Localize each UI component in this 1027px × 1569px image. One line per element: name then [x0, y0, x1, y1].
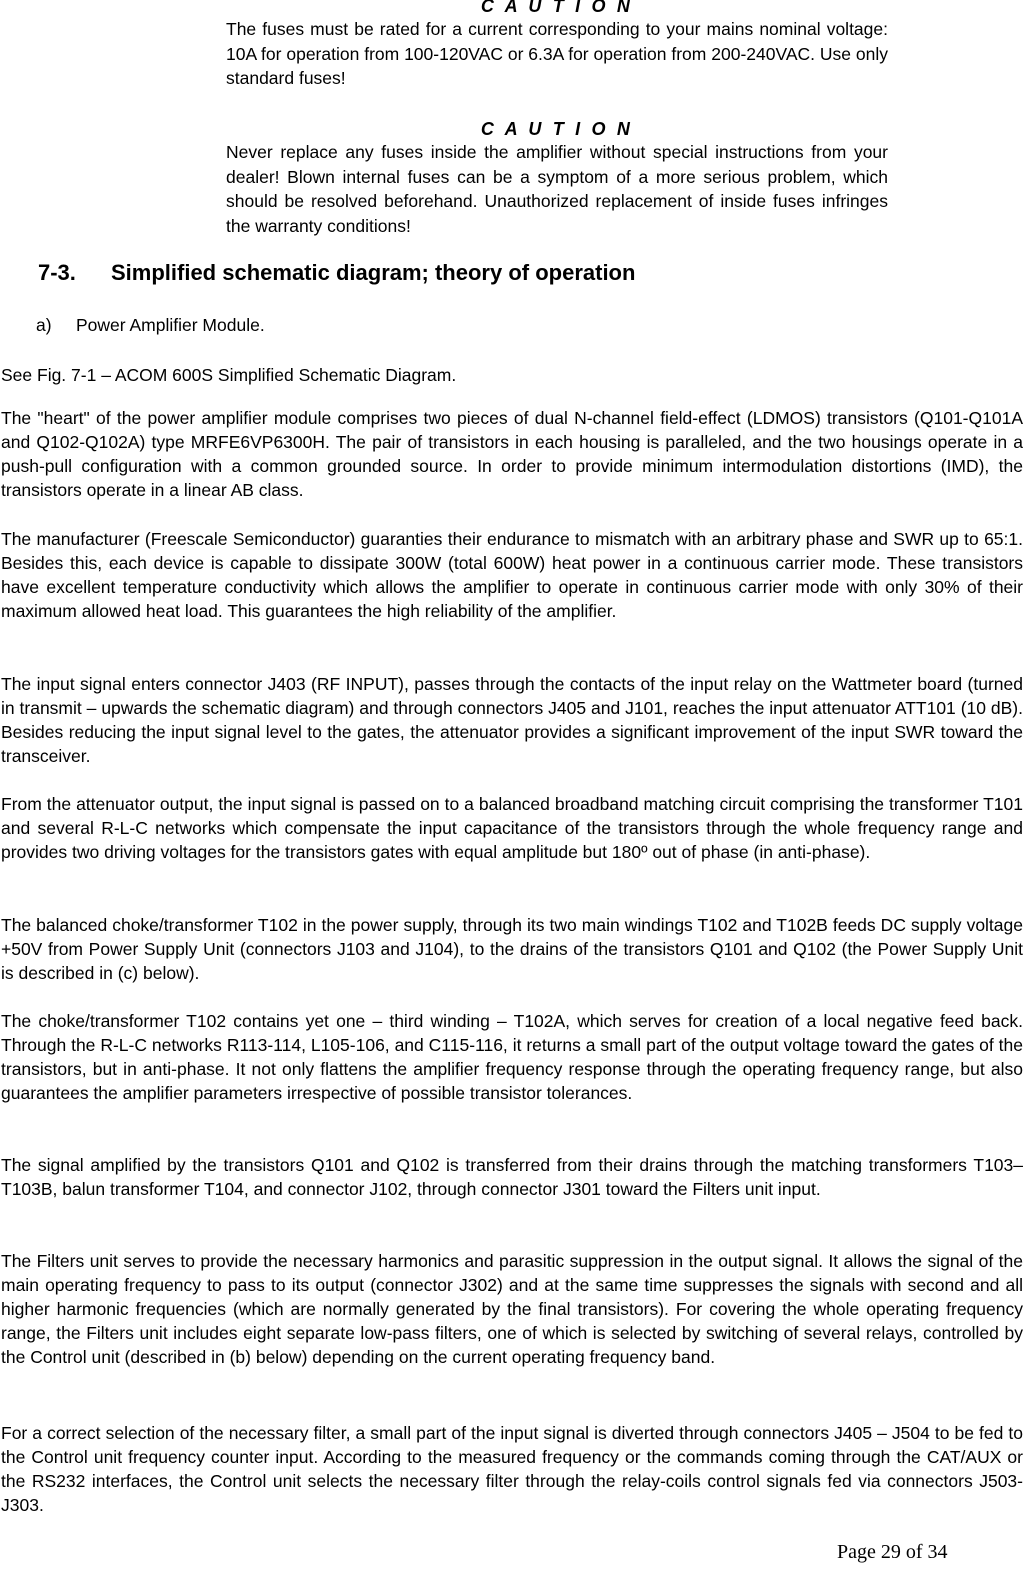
paragraph-filter-selection: For a correct selection of the necessary filter, a small part of the input signal is diverted through connectors J405 – J504 to be fed to the Control unit frequency counter input. According to the measured frequency or the commands coming through the CAT/AUX or the RS232 interfaces, the Control unit selects the necessary filter through the relay-coils control signals fed via connectors J503-J303.	[1, 1423, 1023, 1515]
paragraph-filters-unit: The Filters unit serves to provide the necessary harmonics and parasitic suppression in the output signal. It allows the signal of the main operating frequency to pass to its output (connector J302) and at the same time suppresses the signals with second and all higher harmonic frequencies (which are normally generated by the final transistors). For covering the whole operating frequency range, the Filters unit includes eight separate low-pass filters, one of which is selected by switching of several relays, controlled by the Control unit (described in (b) below) depending on the current operating frequency band.	[1, 1251, 1023, 1367]
caution-fuse-rating	[226, 0, 888, 91]
paragraph-choke-transformer: The balanced choke/transformer T102 in the power supply, through its two main windings T102 and T102B feeds DC supply voltage +50V from Power Supply Unit (connectors J103 and J104), to the drains of the transistors Q101 and Q102 (the Power Supply Unit is described in (c) below).	[1, 915, 1023, 983]
caution-internal-fuses	[226, 118, 888, 238]
paragraph-input-signal: The input signal enters connector J403 (RF INPUT), passes through the contacts of the input relay on the Wattmeter board (turned in transmit – upwards the schematic diagram) and through connectors J405 and J101, reaches the input attenuator ATT101 (10 dB). Besides reducing the input signal level to the gates, the attenuator provides a significant improvement of the input SWR toward the transceiver.	[1, 674, 1023, 766]
page-number: Page 29 of 34	[837, 1541, 948, 1563]
section-heading	[38, 258, 635, 288]
caution-text: Never replace any fuses inside the amplifier without special instructions from your dealer! Blown internal fuses can be a symptom of a more serious problem, which should be resolved beforehand. Unauthorized replacement of inside fuses infringes the warranty conditions!	[226, 142, 888, 236]
paragraph-figure-reference: See Fig. 7-1 – ACOM 600S Simplified Schematic Diagram.	[1, 365, 457, 385]
paragraph-transistors: The "heart" of the power amplifier module comprises two pieces of dual N-channel field-effect (LDMOS) transistors (Q101-Q101A and Q102-Q102A) type MRFE6VP6300H. The pair of transistors in each housing is paralleled, and the two housings operate in a push-pull configuration with a common grounded source. In order to provide minimum intermodulation distortions (IMD), the transistors operate in a linear AB class.	[1, 408, 1023, 500]
caution-text: The fuses must be rated for a current corresponding to your mains nominal voltage: 10A for operation from 100-120VAC or 6.3A for operation from 200-240VAC. Use only standard fuses!	[226, 19, 888, 88]
subsection-title: Power Amplifier Module.	[76, 315, 265, 335]
caution-title: C A U T I O N	[480, 119, 634, 139]
caution-title: C A U T I O N	[480, 0, 634, 16]
subsection-heading	[36, 314, 265, 336]
paragraph-attenuator-output: From the attenuator output, the input signal is passed on to a balanced broadband matching circuit comprising the transformer T101 and several R-L-C networks which compensate the input capacitance of the transistors through the whole frequency range and provides two driving voltages for the transistors gates with equal amplitude but 180º out of phase (in anti-phase).	[1, 794, 1023, 862]
section-title: Simplified schematic diagram; theory of operation	[111, 260, 636, 285]
paragraph-amplified-signal: The signal amplified by the transistors Q101 and Q102 is transferred from their drains through the matching transformers T103–T103B, balun transformer T104, and connector J102, through connector J301 toward the Filters unit input.	[1, 1155, 1023, 1199]
subsection-label: a)	[36, 315, 52, 335]
paragraph-feedback: The choke/transformer T102 contains yet one – third winding – T102A, which serves for creation of a local negative feed back. Through the R-L-C networks R113-114, L105-106, and C115-116, it returns a small part of the output voltage toward the gates of the transistors, but in anti-phase. It not only flattens the amplifier frequency response through the operating frequency range, but also guarantees the amplifier parameters irrespective of possible transistor tolerances.	[1, 1011, 1023, 1103]
paragraph-manufacturer: The manufacturer (Freescale Semiconductor) guaranties their endurance to mismatch with an arbitrary phase and SWR up to 65:1. Besides this, each device is capable to dissipate 300W (total 600W) heat power in a continuous carrier mode. These transistors have excellent temperature conductivity which allows the amplifier to operate in continuous carrier mode with only 30% of their maximum allowed heat load. This guarantees the high reliability of the amplifier.	[1, 529, 1023, 621]
section-number: 7-3.	[38, 260, 76, 285]
